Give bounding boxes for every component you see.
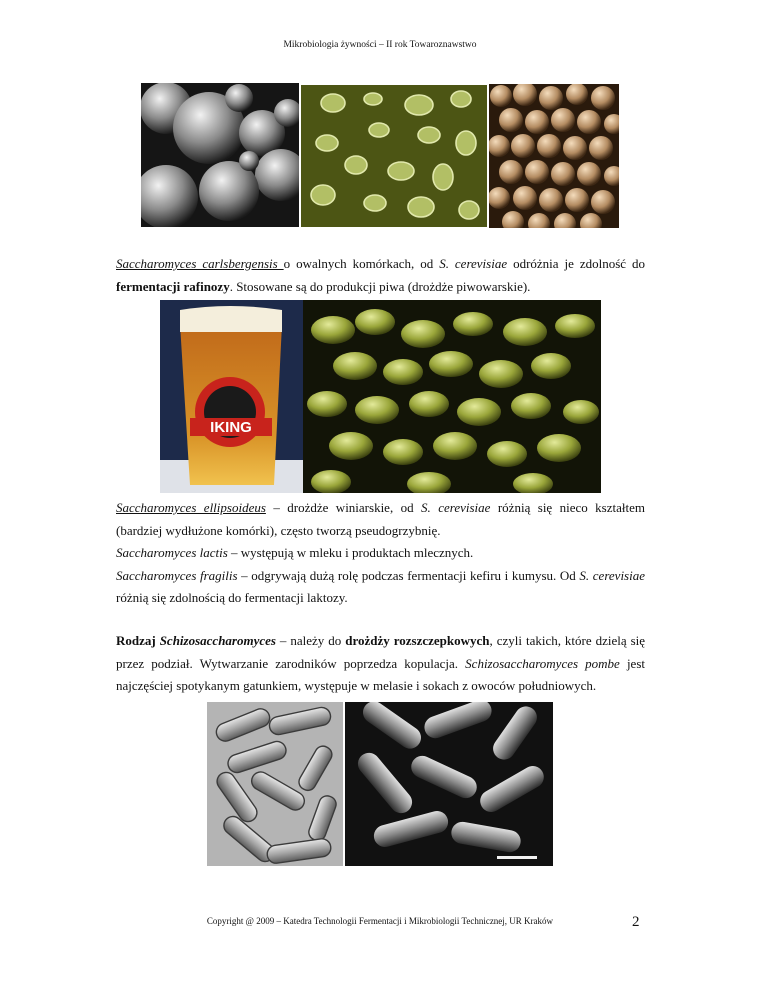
paragraph-carlsbergensis: Saccharomyces carlsbergensis o owalnych komórkach, od S. cerevisiae odróżnia je zdolność do fermentacji rafinozy. Stosowane są do produkcji piwa (drożdże piwowarskie). <box>116 256 645 294</box>
sem-fission-yeast-image <box>345 702 553 866</box>
beer-glass-image <box>160 300 303 493</box>
green-yeast-micrograph <box>301 85 487 227</box>
species-name: Saccharomyces lactis <box>116 545 228 560</box>
paragraph-ellipsoideus-lactis-fragilis: Saccharomyces ellipsoideus – drożdże winiarskie, od S. cerevisiae różnią się nieco kształtem (bardziej wydłużone komórki), często tworzą pseudogrzybnię. Saccharomyces lactis – występują w mleku i produktach mlecznych. Saccharomyces fragilis – odgrywają dużą rolę podczas fermentacji kefiru i kumysu. Od S. cerevisiae różnią się zdolnością do fermentacji laktozy. <box>116 500 646 605</box>
species-name: Saccharomyces carlsbergensis <box>116 256 284 271</box>
sem-brewer-yeast-image <box>303 300 601 493</box>
sem-yeast-cells-image <box>141 83 299 227</box>
page-footer: Copyright @ 2009 – Katedra Technologii Fermentacji i Mikrobiologii Technicznej, UR Kraków <box>206 916 554 926</box>
paragraph-schizosaccharomyces: Rodzaj Schizosaccharomyces – należy do drożdży rozszczepkowych, czyli takich, które dzielą się przez podział. Wytwarzanie zarodników poprzedza kopulacja. Schizosaccharomyces pombe jest najczęściej spotykanym gatunkiem, występuje w melasie i sokach z owoców południowych. <box>116 633 646 693</box>
page-header: Mikrobiologia żywności – II rok Towaroznawstwo <box>283 40 477 50</box>
glass-logo-text: IKING <box>210 419 252 436</box>
species-name: Saccharomyces fragilis <box>116 567 238 583</box>
light-micrograph-fission-yeast <box>207 702 343 866</box>
page-number: 2 <box>632 914 640 930</box>
species-name: Saccharomyces ellipsoideus <box>116 500 266 515</box>
sem-yeast-colony-image <box>489 84 619 228</box>
